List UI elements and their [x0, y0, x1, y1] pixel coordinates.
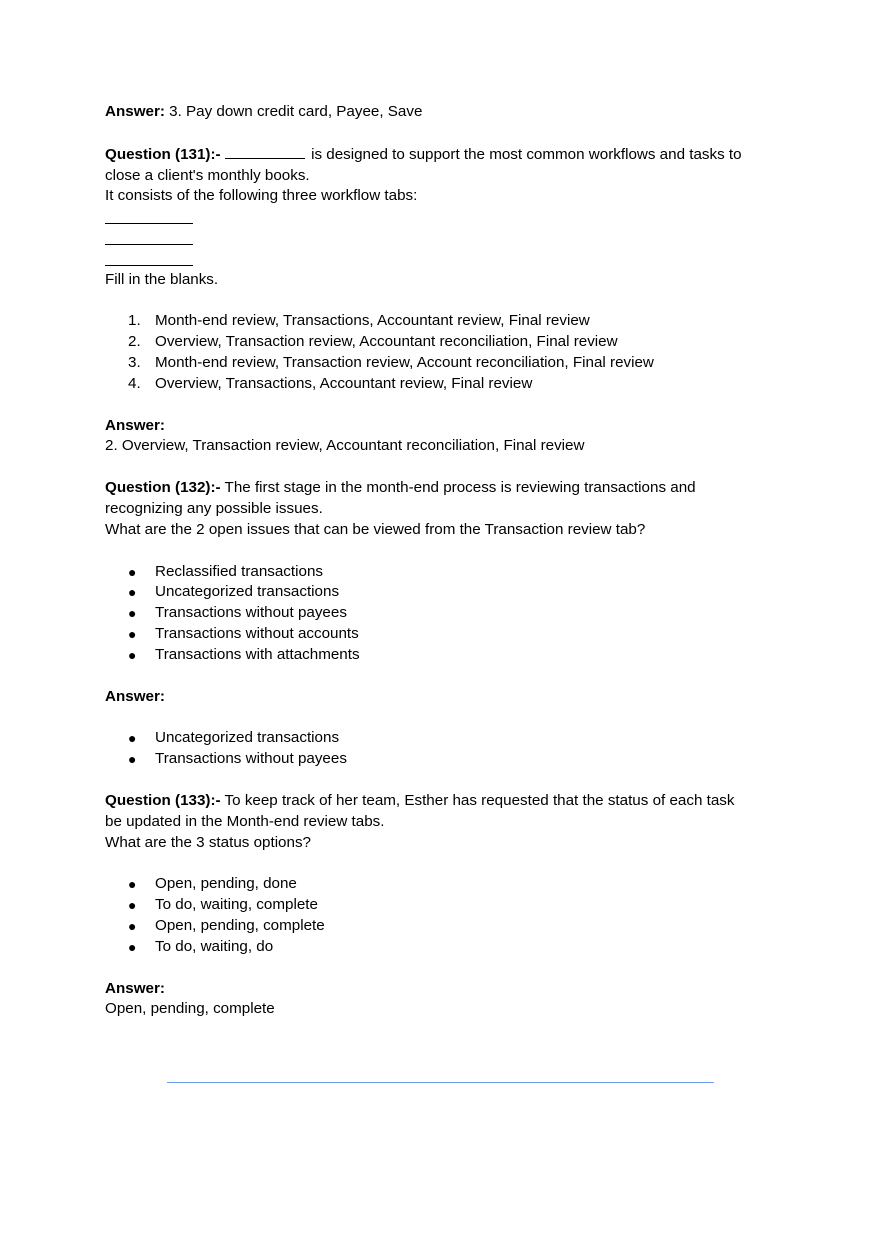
option-text: Uncategorized transactions	[155, 583, 340, 601]
question-132-line2: recognizing any possible issues.	[105, 499, 323, 517]
option-number: 4.	[128, 374, 141, 392]
question-133-line3: What are the 3 status options?	[105, 833, 311, 851]
answer-131-text: 2. Overview, Transaction review, Accountant reconciliation, Final review	[105, 437, 585, 455]
question-text: The first stage in the month-end process is reviewing transactions and	[220, 479, 696, 497]
option-item	[105, 895, 770, 916]
answer-text: 3. Pay down credit card, Payee, Save	[164, 103, 423, 120]
answer-131-label	[105, 416, 770, 437]
option-item	[105, 874, 770, 895]
option-text: Transactions without payees	[155, 604, 347, 622]
option-item	[105, 937, 770, 958]
question-text: To keep track of her team, Esther has requested that the status of each task	[220, 791, 735, 809]
option-number: 1.	[128, 312, 141, 330]
blank-line-2	[105, 224, 193, 245]
bullet-icon: ●	[128, 876, 137, 893]
bullet-icon: ●	[128, 897, 137, 914]
bullet-icon: ●	[128, 625, 137, 642]
answer-130	[105, 102, 770, 123]
option-text: Reclassified transactions	[155, 562, 323, 580]
bullet-icon: ●	[128, 730, 137, 747]
question-133-line1	[105, 791, 770, 812]
answer-label: Answer:	[105, 416, 165, 434]
option-text: Open, pending, complete	[155, 916, 325, 934]
answer-label: Answer:	[105, 103, 165, 120]
question-label: Question (131):-	[105, 145, 221, 163]
option-item	[105, 624, 770, 645]
question-132-line3: What are the 2 open issues that can be viewed from the Transaction review tab?	[105, 520, 646, 538]
question-text: is designed to support the most common workflows and tasks to	[306, 145, 742, 163]
bullet-icon: ●	[128, 938, 137, 955]
option-item	[105, 311, 770, 332]
document-page	[105, 102, 770, 1020]
bullet-icon: ●	[128, 584, 137, 601]
bullet-icon: ●	[128, 563, 137, 580]
answer-132-list	[105, 728, 770, 770]
option-number: 3.	[128, 353, 141, 371]
option-number: 2.	[128, 333, 141, 351]
option-item	[105, 645, 770, 666]
answer-label: Answer:	[105, 687, 165, 705]
question-133-line2: be updated in the Month-end review tabs.	[105, 812, 385, 830]
question-131-line1	[105, 144, 770, 166]
question-label: Question (132):-	[105, 479, 221, 497]
question-131-line2: close a client's monthly books.	[105, 166, 310, 184]
answer-133-label	[105, 979, 770, 1000]
option-text: Open, pending, done	[155, 875, 297, 893]
blank-line-3	[105, 245, 193, 266]
question-131-options	[105, 311, 770, 394]
question-131-line3: It consists of the following three workflow tabs:	[105, 187, 418, 205]
option-item	[105, 332, 770, 353]
question-132-options	[105, 562, 770, 666]
answer-132-label	[105, 687, 770, 708]
option-item	[105, 562, 770, 583]
answer-label: Answer:	[105, 979, 165, 997]
question-label: Question (133):-	[105, 791, 221, 809]
question-132-line1	[105, 478, 770, 499]
option-text: To do, waiting, do	[155, 937, 274, 955]
answer-item	[105, 749, 770, 770]
bullet-icon: ●	[128, 605, 137, 622]
option-text: Month-end review, Transaction review, Account reconciliation, Final review	[155, 353, 654, 371]
option-text: To do, waiting, complete	[155, 896, 318, 914]
answer-text: Transactions without payees	[155, 750, 347, 768]
answer-133-text: Open, pending, complete	[105, 1000, 275, 1018]
option-item	[105, 916, 770, 937]
option-item	[105, 353, 770, 374]
option-item	[105, 374, 770, 395]
option-text: Month-end review, Transactions, Accountant review, Final review	[155, 312, 590, 330]
section-divider	[167, 1082, 714, 1083]
fill-instruction: Fill in the blanks.	[105, 270, 219, 288]
answer-text: Uncategorized transactions	[155, 729, 340, 747]
answer-item	[105, 728, 770, 749]
bullet-icon: ●	[128, 646, 137, 663]
blank-inline	[225, 144, 305, 159]
bullet-icon: ●	[128, 917, 137, 934]
question-133-options	[105, 874, 770, 957]
option-item	[105, 603, 770, 624]
option-text: Transactions without accounts	[155, 624, 359, 642]
option-text: Overview, Transaction review, Accountant reconciliation, Final review	[155, 333, 618, 351]
option-text: Overview, Transactions, Accountant review, Final review	[155, 374, 533, 392]
option-text: Transactions with attachments	[155, 645, 360, 663]
option-item	[105, 582, 770, 603]
bullet-icon: ●	[128, 751, 137, 768]
